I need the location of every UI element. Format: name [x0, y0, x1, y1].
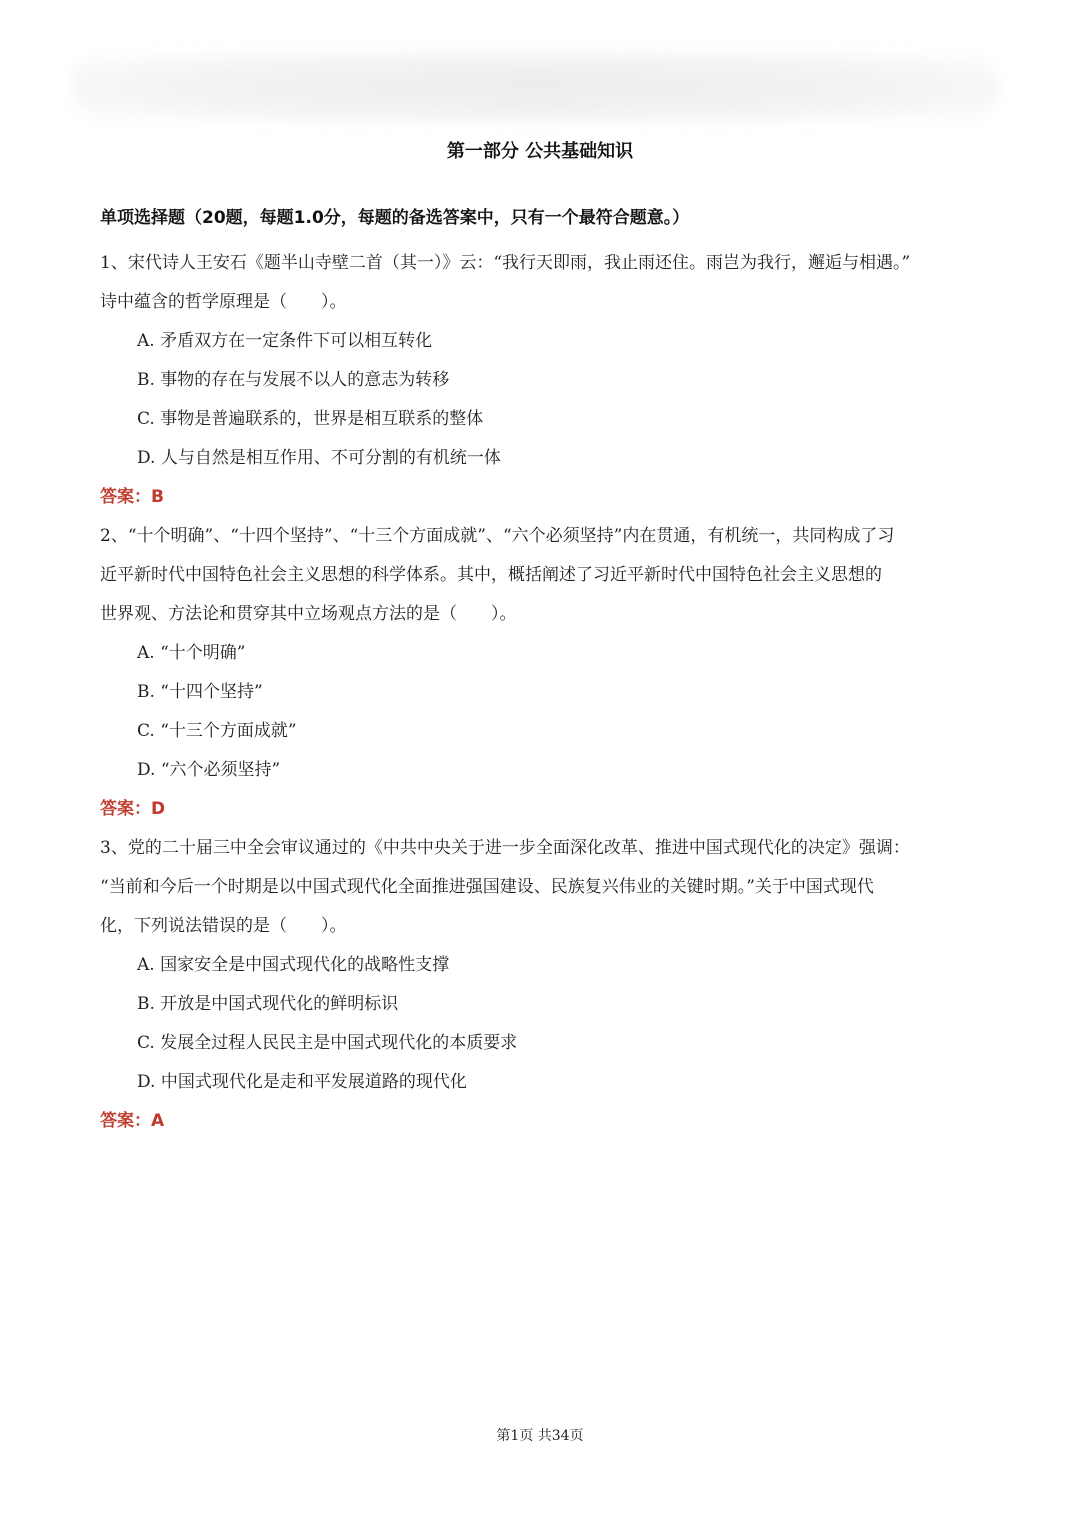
question-text-line: 近平新时代中国特色社会主义思想的科学体系。其中，概括阐述了习近平新时代中国特色社会主义思想的	[100, 565, 882, 585]
redacted-header	[70, 52, 1000, 122]
option-b: B. “十四个坚持”	[137, 682, 263, 702]
option-d: D. “六个必须坚持”	[137, 760, 281, 780]
page-number-footer: 第1页 共34页	[496, 1428, 584, 1444]
option-b: B. 事物的存在与发展不以人的意志为转移	[137, 370, 450, 390]
question-text-line: 3、党的二十届三中全会审议通过的《中共中央关于进一步全面深化改革、推进中国式现代化的决定》强调：	[100, 838, 910, 858]
question-1	[100, 244, 990, 517]
question-3	[100, 829, 990, 1141]
option-a: A. 国家安全是中国式现代化的战略性支撑	[137, 955, 450, 975]
option-d: D. 人与自然是相互作用、不可分割的有机统一体	[137, 448, 501, 468]
option-a: A. 矛盾双方在一定条件下可以相互转化	[137, 331, 433, 351]
option-c: C. 发展全过程人民民主是中国式现代化的本质要求	[137, 1033, 518, 1053]
question-text-line: 化，下列说法错误的是（ ）。	[100, 916, 347, 936]
page-title: 第一部分 公共基础知识	[446, 141, 634, 162]
question-text-line: 诗中蕴含的哲学原理是（ ）。	[100, 292, 347, 312]
question-text-line: 1、宋代诗人王安石《题半山寺壁二首（其一）》云：“我行天即雨，我止雨还住。雨岂为我行，邂逅与相遇。”	[100, 253, 911, 273]
question-text-line: 世界观、方法论和贯穿其中立场观点方法的是（ ）。	[100, 604, 517, 624]
answer-label: 答案：D	[100, 799, 166, 819]
question-text-line: “当前和今后一个时期是以中国式现代化全面推进强国建设、民族复兴伟业的关键时期。”关于中国式现代	[100, 877, 874, 897]
document-body	[100, 205, 990, 1141]
option-a: A. “十个明确”	[137, 643, 246, 663]
section-heading: 单项选择题（20题，每题1.0分，每题的备选答案中，只有一个最符合题意。）	[100, 208, 690, 228]
option-d: D. 中国式现代化是走和平发展道路的现代化	[137, 1072, 467, 1092]
answer-label: 答案：A	[100, 1111, 165, 1131]
option-c: C. 事物是普遍联系的，世界是相互联系的整体	[137, 409, 484, 429]
option-b: B. 开放是中国式现代化的鲜明标识	[137, 994, 399, 1014]
answer-label: 答案：B	[100, 487, 164, 507]
question-text-line: 2、“十个明确”、“十四个坚持”、“十三个方面成就”、“六个必须坚持”内在贯通，有机统一，共同构成了习	[100, 526, 895, 546]
question-2	[100, 517, 990, 829]
option-c: C. “十三个方面成就”	[137, 721, 297, 741]
